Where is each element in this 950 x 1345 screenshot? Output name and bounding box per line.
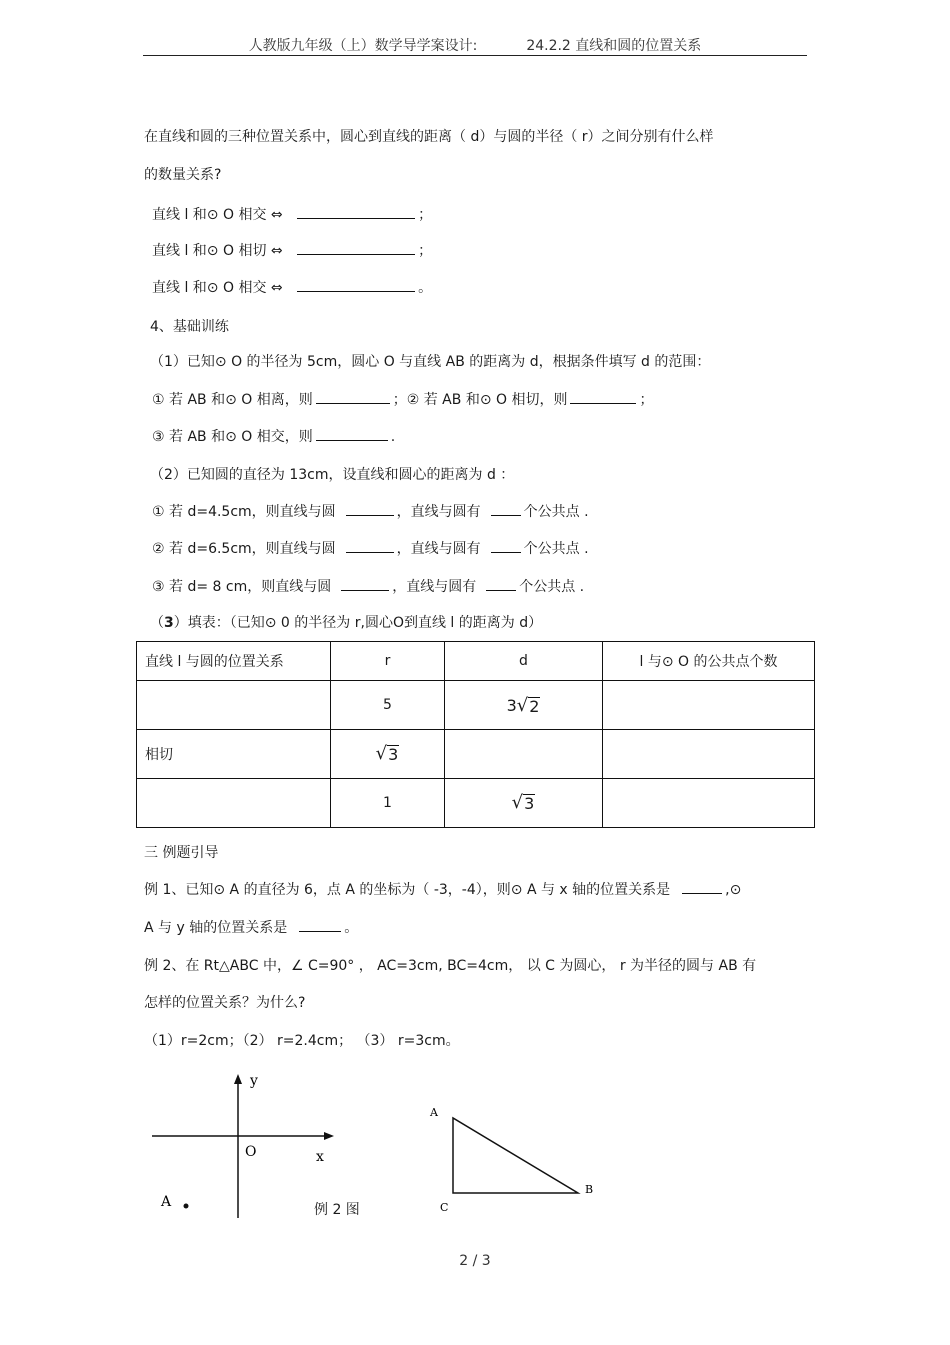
page-header bbox=[0, 35, 950, 55]
diameter-mid-1: ，直线与圆有 bbox=[396, 504, 481, 520]
relation-label-3: 直线 l 和⊙ O 相交 ⇔ bbox=[152, 280, 283, 296]
cell-count-3[interactable] bbox=[603, 779, 815, 828]
answer-blank-count-2[interactable] bbox=[491, 538, 521, 553]
basic-problem-3 bbox=[150, 612, 542, 632]
table-row bbox=[137, 730, 815, 779]
cell-r-3: 1 bbox=[331, 779, 445, 828]
cell-r-2 bbox=[331, 730, 445, 779]
example-2-line1: 例 2、在 Rt△ABC 中，∠ C=90° ， AC=3cm, BC=4cm， 以 C 为圆心， r 为半径的圆与 AB 有 bbox=[144, 958, 757, 974]
basic-item-row-2 bbox=[152, 426, 395, 446]
cell-relation-2: 相切 bbox=[137, 730, 331, 779]
relation-end-2: ； bbox=[418, 243, 433, 259]
item-tangent: ；② 若 AB 和⊙ O 相切，则 bbox=[392, 392, 568, 408]
diameter-row-3 bbox=[152, 576, 584, 596]
answer-blank-relation-1[interactable] bbox=[346, 501, 394, 516]
diameter-tail-2: 个公共点 . bbox=[523, 541, 589, 557]
point-a-dot bbox=[184, 1204, 189, 1209]
sqrt-radicand: 3 bbox=[388, 745, 399, 764]
vertex-a-label: A bbox=[430, 1106, 438, 1119]
answer-blank-intersect[interactable] bbox=[316, 426, 388, 441]
table-row bbox=[137, 779, 815, 828]
table-header-row bbox=[137, 642, 815, 681]
example-1-cont: ,⊙ bbox=[725, 882, 742, 898]
answer-blank-1[interactable] bbox=[297, 204, 415, 219]
item-end: ； bbox=[639, 392, 654, 408]
origin-label: O bbox=[245, 1144, 257, 1160]
p3-number: 3 bbox=[164, 615, 174, 631]
relation-row-1 bbox=[152, 204, 432, 224]
cell-count-2[interactable] bbox=[603, 730, 815, 779]
sqrt-expression bbox=[376, 745, 400, 763]
example-2-cases: （1）r=2cm；（2） r=2.4cm； （3） r=3cm。 bbox=[144, 1033, 460, 1049]
diameter-case-1: ① 若 d=4.5cm，则直线与圆 bbox=[152, 504, 336, 520]
sqrt-sign: √ bbox=[511, 792, 524, 813]
relation-label-1: 直线 l 和⊙ O 相交 ⇔ bbox=[152, 207, 283, 223]
header-relation: 直线 l 与圆的位置关系 bbox=[137, 642, 331, 681]
diameter-case-3: ③ 若 d= 8 cm，则直线与圆 bbox=[152, 579, 332, 595]
example-1-y-text: A 与 y 轴的位置关系是 bbox=[144, 920, 288, 936]
answer-blank-relation-2[interactable] bbox=[346, 538, 394, 553]
diameter-tail-1: 个公共点 . bbox=[523, 504, 589, 520]
page-number: 2 / 3 bbox=[459, 1253, 491, 1269]
example-1-line2 bbox=[144, 917, 358, 937]
x-axis-label: x bbox=[316, 1149, 324, 1165]
basic-item-row-1 bbox=[152, 389, 653, 409]
example-2-line2: 怎样的位置关系？为什么? bbox=[144, 995, 306, 1011]
relation-label-2: 直线 l 和⊙ O 相切 ⇔ bbox=[152, 243, 283, 259]
relation-row-2 bbox=[152, 240, 432, 260]
relation-end-3: 。 bbox=[418, 280, 433, 296]
intro-question-line2: 的数量关系? bbox=[144, 167, 222, 183]
header-count: l 与⊙ O 的公共点个数 bbox=[603, 642, 815, 681]
diameter-row-1 bbox=[152, 501, 589, 521]
examples-title: 三 例题引导 bbox=[144, 845, 219, 861]
diameter-mid-3: ，直线与圆有 bbox=[392, 579, 477, 595]
relation-end-1: ； bbox=[418, 207, 433, 223]
example-1-text: 例 1、已知⊙ A 的直径为 6，点 A 的坐标为（ -3，-4），则⊙ A 与 x 轴的位置关系是 bbox=[144, 882, 671, 898]
sqrt-sign: √ bbox=[516, 694, 529, 716]
diameter-mid-2: ，直线与圆有 bbox=[396, 541, 481, 557]
vertex-c-label: C bbox=[440, 1201, 449, 1214]
answer-blank-separate[interactable] bbox=[316, 389, 390, 404]
answer-blank-y-axis[interactable] bbox=[299, 917, 341, 932]
answer-blank-count-3[interactable] bbox=[486, 576, 516, 591]
vertex-b-label: B bbox=[585, 1183, 594, 1196]
basic-problem-1: （1）已知⊙ O 的半径为 5cm，圆心 O 与直线 AB 的距离为 d，根据条件填写 d 的范围： bbox=[150, 354, 711, 370]
cell-r-1: 5 bbox=[331, 681, 445, 730]
header-title: 人教版九年级（上）数学导学案设计: bbox=[248, 38, 478, 54]
p3-text: ）填表：（已知⊙ 0 的半径为 r,圆心O到直线 l 的距离为 d） bbox=[173, 615, 543, 631]
answer-blank-3[interactable] bbox=[297, 277, 415, 292]
figure-2-caption: 例 2 图 bbox=[314, 1202, 360, 1218]
intro-question-line1: 在直线和圆的三种位置关系中，圆心到直线的距离（ d）与圆的半径（ r）之间分别有什么样 bbox=[144, 129, 714, 145]
diameter-row-2 bbox=[152, 538, 589, 558]
answer-blank-relation-3[interactable] bbox=[341, 576, 389, 591]
example-1-line1 bbox=[144, 879, 741, 899]
relation-row-3 bbox=[152, 277, 432, 297]
cell-count-1[interactable] bbox=[603, 681, 815, 730]
triangle-figure bbox=[420, 1098, 610, 1223]
answer-blank-2[interactable] bbox=[297, 240, 415, 255]
cell-relation-1[interactable] bbox=[137, 681, 331, 730]
fill-table bbox=[136, 641, 815, 828]
point-a-label: A bbox=[161, 1194, 172, 1210]
header-section: 24.2.2 直线和圆的位置关系 bbox=[526, 38, 702, 54]
sqrt-radicand: 3 bbox=[524, 794, 535, 813]
header-r: r bbox=[331, 642, 445, 681]
item-intersect: ③ 若 AB 和⊙ O 相交，则 bbox=[152, 429, 313, 445]
item-separate: ① 若 AB 和⊙ O 相离，则 bbox=[152, 392, 313, 408]
cell-d-2[interactable] bbox=[445, 730, 603, 779]
answer-blank-count-1[interactable] bbox=[491, 501, 521, 516]
p3-open: （ bbox=[150, 615, 164, 631]
sqrt-expression bbox=[507, 696, 541, 715]
triangle-abc bbox=[453, 1118, 578, 1193]
cell-relation-3[interactable] bbox=[137, 779, 331, 828]
y-axis-arrow-icon bbox=[234, 1074, 242, 1084]
basic-title: 4、基础训练 bbox=[150, 319, 229, 335]
sqrt-sign: √ bbox=[375, 743, 388, 764]
table-row bbox=[137, 681, 815, 730]
sqrt-radicand: 2 bbox=[529, 696, 540, 716]
item-intersect-end: . bbox=[390, 429, 396, 445]
answer-blank-x-axis[interactable] bbox=[682, 879, 722, 894]
basic-problem-2: （2）已知圆的直径为 13cm，设直线和圆心的距离为 d ： bbox=[150, 467, 515, 483]
sqrt-coefficient: 3 bbox=[506, 695, 517, 715]
y-axis-label: y bbox=[250, 1073, 258, 1089]
header-rule bbox=[143, 55, 807, 56]
header-d: d bbox=[445, 642, 603, 681]
sqrt-expression bbox=[512, 794, 536, 812]
x-axis-arrow-icon bbox=[324, 1132, 334, 1140]
example-1-end: 。 bbox=[344, 920, 359, 936]
answer-blank-tangent[interactable] bbox=[570, 389, 636, 404]
diameter-tail-3: 个公共点 . bbox=[519, 579, 585, 595]
diameter-case-2: ② 若 d=6.5cm，则直线与圆 bbox=[152, 541, 336, 557]
cell-d-1 bbox=[445, 681, 603, 730]
cell-d-3 bbox=[445, 779, 603, 828]
